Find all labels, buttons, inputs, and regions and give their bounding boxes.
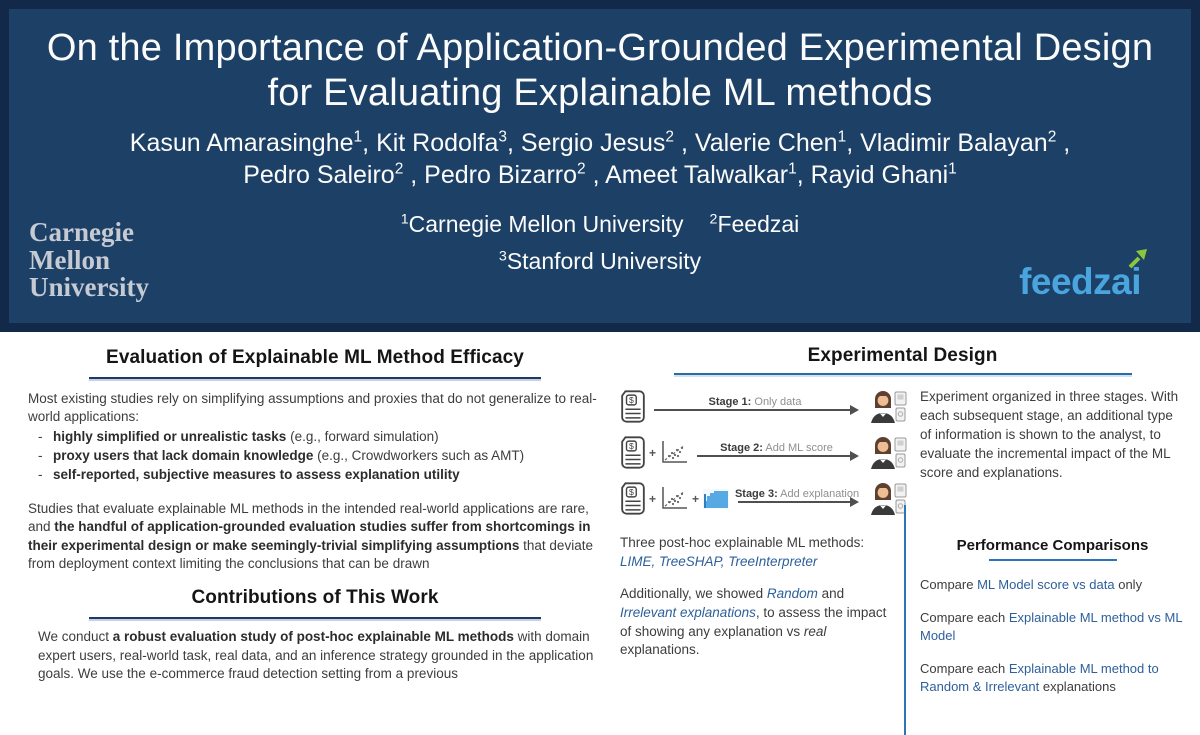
section-heading-efficacy: Evaluation of Explainable ML Method Efficacy [106,347,524,368]
dollar-document-icon [620,436,646,469]
design-top-row [620,388,1185,526]
methods-intro: Three post-hoc explainable ML methods: LIME, TreeSHAP, TreeInterpreter [620,535,865,569]
dollar-document-icon [620,482,646,515]
cmu-logo: Carnegie Mellon University [29,217,149,303]
affiliations-block [9,206,1191,281]
design-bottom-row [620,534,1185,696]
poster-title [9,26,1191,116]
gap-paragraph: Studies that evaluate explainable ML methods in the intended real-world applications are rare, and the handful of application-grounded evaluation studies suffer from shortcomings in their experimental design or make seemingly-trivial simplifying assumptions that deviate from deployment context limiting the conclusions that can be drawn [28,501,593,572]
stage-row-2 [620,434,908,471]
section-heading-design: Experimental Design [807,345,998,366]
authors-block [9,127,1191,192]
stage-label: Stage 2: Add ML score [720,441,833,454]
methods-list: LIME, TreeSHAP, TreeInterpreter [620,553,818,569]
bullet-item: - highly simplified or unrealistic tasks (e.g., forward simulation) [38,428,439,444]
title-line-1: On the Importance of Application-Grounded Experimental Design [46,27,1154,69]
poster-body [0,332,1200,694]
ml-score-scatter-icon [659,485,689,512]
plus-sign: + [649,491,657,506]
performance-heading: Performance Comparisons [956,537,1149,554]
performance-item: Compare each Explainable ML method vs ML Model [920,609,1183,643]
plus-sign: + [692,491,700,506]
ml-score-scatter-icon [659,439,689,466]
heading-underline [674,373,1132,375]
stage-row-3 [620,480,908,517]
stage-arrow-icon [697,441,856,457]
stage-arrow-icon [654,395,856,411]
authors-line-1: Kasun Amarasinghe$^1$, Kit Rodolfa$^3$, Sergio Jesus$^2$ , Valerie Chen$^1$, Vladimir Balayan$^2$ , [129,128,1071,157]
stage-row-1 [620,388,908,425]
title-line-2: for Evaluating Explainable ML methods [267,71,933,114]
poster-header [0,0,1200,332]
svg-text:$: $ [628,487,634,498]
stage-arrow-icon [734,487,860,503]
dollar-document-icon [620,390,646,423]
methods-column [620,534,892,696]
growth-arrow-icon [1127,248,1149,270]
svg-text:$: $ [628,441,634,452]
analyst-avatar-icon [868,390,908,424]
contributions-paragraph: We conduct a robust evaluation study of post-hoc explainable ML methods with domain expert users, real-world task, real data, and an inference strategy grounded in the application goals. We use the e-commerce fraud detection setting from a previous [38,629,594,681]
affiliation-line-2: $^3$Stanford University [498,247,702,274]
affiliation-line-1: $^1$Carnegie Mellon University $^2$Feedzai [400,210,800,237]
performance-item: Compare ML Model score vs data only [920,577,1143,592]
right-column [620,345,1185,694]
design-description: Experiment organized in three stages. With each subsequent stage, an additional type of information is shown to the analyst, to evaluate the incremental impact of the ML score and explanations. [920,389,1179,480]
intro-paragraph: Most existing studies rely on simplifying assumptions and proxies that do not generalize to real-world applications: [28,390,597,425]
analyst-avatar-icon [868,436,908,470]
analyst-avatar-icon [868,482,908,516]
performance-column [892,534,1185,696]
performance-item: Compare each Explainable ML method to Random & Irrelevant explanations [920,660,1159,694]
heading-underline [89,617,541,619]
explanation-chart-icon [702,488,730,510]
bullet-item: - self-reported, subjective measures to assess explanation utility [38,466,460,482]
stage-label: Stage 1: Only data [708,395,802,408]
additionally-paragraph: Additionally, we showed Random and Irrelevant explanations, to assess the impact of showing any explanation vs real explanations. [620,585,887,658]
stage-label: Stage 3: Add explanation [734,487,860,500]
svg-text:$: $ [628,395,634,406]
feedzai-logo: feedzai [1019,261,1141,303]
heading-underline [989,559,1117,561]
left-column [28,345,602,681]
vertical-divider [904,505,906,735]
stages-diagram [620,388,908,526]
authors-line-2: Pedro Saleiro$^2$ , Pedro Bizarro$^2$ , Ameet Talwalkar$^1$, Rayid Ghani$^1$ [243,160,957,190]
plus-sign: + [649,445,657,460]
heading-underline [89,377,541,379]
bullet-item: - proxy users that lack domain knowledge (e.g., Crowdworkers such as AMT) [38,447,525,463]
section-heading-contributions: Contributions of This Work [191,587,439,609]
